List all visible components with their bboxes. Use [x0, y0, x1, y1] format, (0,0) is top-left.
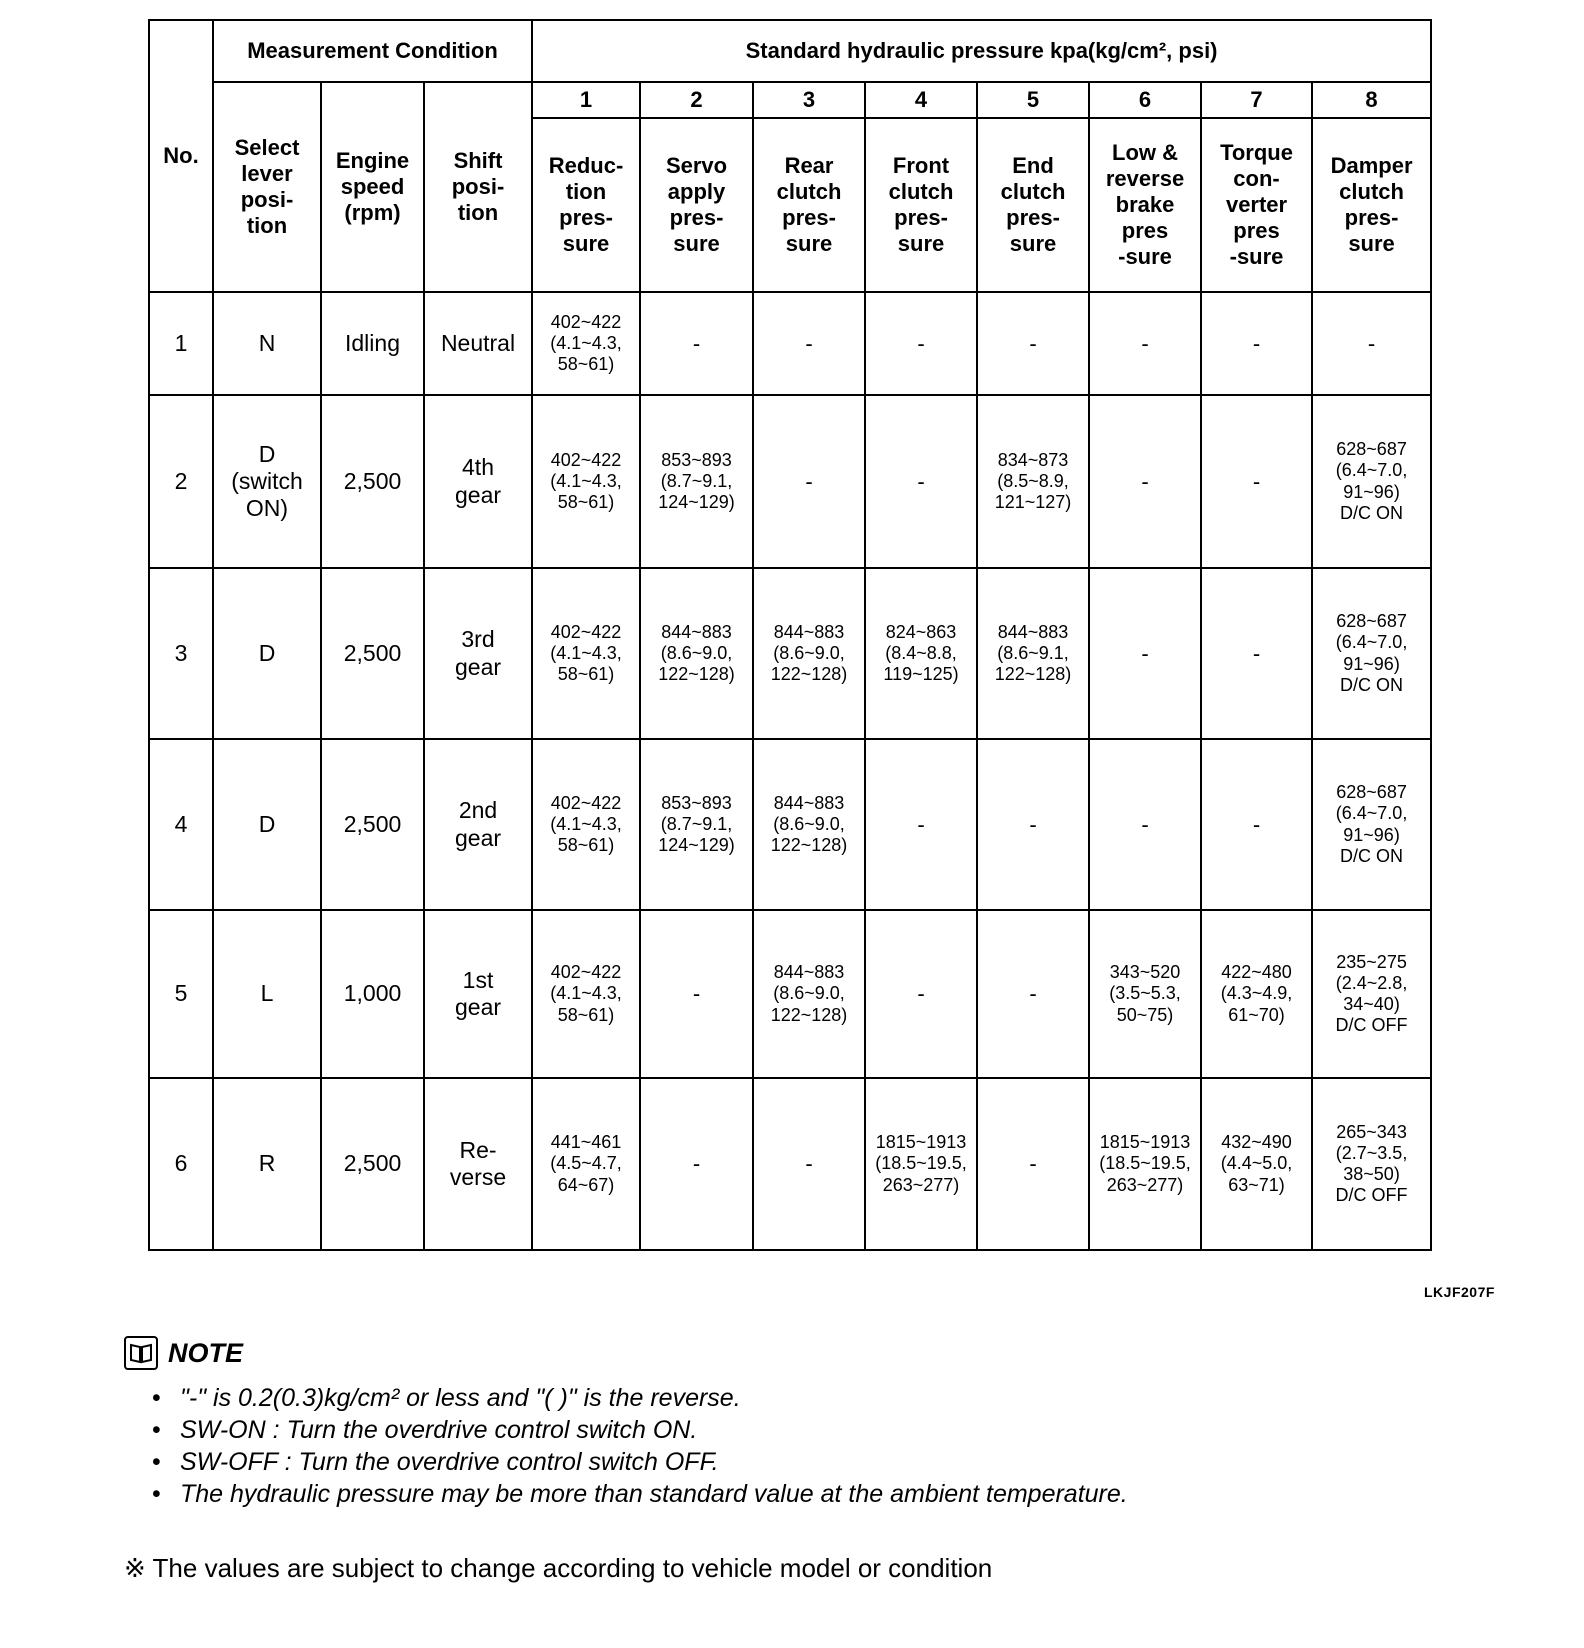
pressure-value: -	[865, 739, 977, 910]
header-rear-clutch-pressure: Rear clutch pres- sure	[753, 118, 865, 292]
engine-speed: 2,500	[321, 739, 424, 910]
pressure-value: -	[1089, 395, 1201, 568]
row-number: 3	[149, 568, 213, 739]
pressure-value: -	[640, 1078, 753, 1250]
header-col-number: 1	[532, 82, 640, 118]
pressure-value: 628~687 (6.4~7.0, 91~96) D/C ON	[1312, 568, 1431, 739]
table-row	[149, 739, 1431, 910]
pressure-value: 844~883 (8.6~9.1, 122~128)	[977, 568, 1089, 739]
pressure-value: 844~883 (8.6~9.0, 122~128)	[753, 910, 865, 1078]
table-row	[149, 395, 1431, 568]
pressure-value: 844~883 (8.6~9.0, 122~128)	[753, 568, 865, 739]
row-number: 6	[149, 1078, 213, 1250]
header-col-number: 8	[1312, 82, 1431, 118]
header-reduction-pressure: Reduc- tion pres- sure	[532, 118, 640, 292]
pressure-value: -	[1089, 292, 1201, 395]
note-block	[124, 1336, 1524, 1510]
pressure-value: -	[1201, 568, 1312, 739]
shift-position: 3rd gear	[424, 568, 532, 739]
pressure-value: 844~883 (8.6~9.0, 122~128)	[640, 568, 753, 739]
row-number: 5	[149, 910, 213, 1078]
header-servo-apply-pressure: Servo apply pres- sure	[640, 118, 753, 292]
header-front-clutch-pressure: Front clutch pres- sure	[865, 118, 977, 292]
pressure-value: -	[977, 1078, 1089, 1250]
pressure-value: -	[977, 739, 1089, 910]
figure-code: LKJF207F	[1424, 1284, 1495, 1300]
pressure-value: 265~343 (2.7~3.5, 38~50) D/C OFF	[1312, 1078, 1431, 1250]
note-title: NOTE	[168, 1337, 244, 1368]
book-icon	[124, 1336, 158, 1370]
header-damper-clutch-pressure: Damper clutch pres- sure	[1312, 118, 1431, 292]
shift-position: Re- verse	[424, 1078, 532, 1250]
pressure-value: 402~422 (4.1~4.3, 58~61)	[532, 395, 640, 568]
header-select-lever: Select lever posi- tion	[213, 82, 321, 292]
header-col-number: 3	[753, 82, 865, 118]
note-item: • "-" is 0.2(0.3)kg/cm² or less and "( )" is the reverse.	[152, 1382, 1524, 1414]
pressure-value: -	[753, 1078, 865, 1250]
shift-position: 2nd gear	[424, 739, 532, 910]
header-col-number: 6	[1089, 82, 1201, 118]
table-row	[149, 910, 1431, 1078]
pressure-value: -	[865, 292, 977, 395]
pressure-value: -	[1201, 292, 1312, 395]
note-heading	[124, 1336, 1524, 1370]
pressure-value: 235~275 (2.4~2.8, 34~40) D/C OFF	[1312, 910, 1431, 1078]
engine-speed: 1,000	[321, 910, 424, 1078]
header-measurement-condition: Measurement Condition	[213, 20, 532, 82]
table-row	[149, 292, 1431, 395]
pressure-value: -	[1312, 292, 1431, 395]
note-item: • SW-ON : Turn the overdrive control switch ON.	[152, 1414, 1524, 1446]
pressure-value: 1815~1913 (18.5~19.5, 263~277)	[1089, 1078, 1201, 1250]
pressure-value: 402~422 (4.1~4.3, 58~61)	[532, 292, 640, 395]
pressure-value: -	[977, 910, 1089, 1078]
row-number: 2	[149, 395, 213, 568]
header-end-clutch-pressure: End clutch pres- sure	[977, 118, 1089, 292]
table-row	[149, 1078, 1431, 1250]
table-row	[149, 568, 1431, 739]
select-lever-position: R	[213, 1078, 321, 1250]
engine-speed: 2,500	[321, 395, 424, 568]
footnote: ※ The values are subject to change according to vehicle model or condition	[124, 1553, 993, 1583]
note-list	[152, 1382, 1524, 1510]
header-standard-pressure: Standard hydraulic pressure kpa(kg/cm², psi)	[532, 20, 1431, 82]
header-col-number: 4	[865, 82, 977, 118]
pressure-value: 844~883 (8.6~9.0, 122~128)	[753, 739, 865, 910]
pressure-value: -	[1201, 739, 1312, 910]
pressure-value: -	[1089, 739, 1201, 910]
header-torque-converter-pressure: Torque con- verter pres -sure	[1201, 118, 1312, 292]
pressure-value: -	[640, 910, 753, 1078]
pressure-value: 441~461 (4.5~4.7, 64~67)	[532, 1078, 640, 1250]
pressure-value: -	[865, 910, 977, 1078]
pressure-value: -	[753, 395, 865, 568]
pressure-value: 853~893 (8.7~9.1, 124~129)	[640, 395, 753, 568]
header-col-number: 7	[1201, 82, 1312, 118]
pressure-value: 343~520 (3.5~5.3, 50~75)	[1089, 910, 1201, 1078]
engine-speed: Idling	[321, 292, 424, 395]
engine-speed: 2,500	[321, 568, 424, 739]
pressure-value: -	[1089, 568, 1201, 739]
pressure-value: 824~863 (8.4~8.8, 119~125)	[865, 568, 977, 739]
hydraulic-pressure-table	[148, 19, 1432, 1251]
select-lever-position: L	[213, 910, 321, 1078]
pressure-value: -	[640, 292, 753, 395]
engine-speed: 2,500	[321, 1078, 424, 1250]
select-lever-position: D	[213, 568, 321, 739]
shift-position: Neutral	[424, 292, 532, 395]
pressure-value: -	[1201, 395, 1312, 568]
shift-position: 4th gear	[424, 395, 532, 568]
select-lever-position: D	[213, 739, 321, 910]
pressure-value: -	[753, 292, 865, 395]
header-shift-position: Shift posi- tion	[424, 82, 532, 292]
pressure-value: 628~687 (6.4~7.0, 91~96) D/C ON	[1312, 395, 1431, 568]
header-engine-speed: Engine speed (rpm)	[321, 82, 424, 292]
shift-position: 1st gear	[424, 910, 532, 1078]
pressure-value: 402~422 (4.1~4.3, 58~61)	[532, 739, 640, 910]
pressure-value: 402~422 (4.1~4.3, 58~61)	[532, 910, 640, 1078]
header-low-reverse-brake-pressure: Low & reverse brake pres -sure	[1089, 118, 1201, 292]
row-number: 1	[149, 292, 213, 395]
pressure-value: 432~490 (4.4~5.0, 63~71)	[1201, 1078, 1312, 1250]
header-no: No.	[149, 20, 213, 292]
pressure-value: 628~687 (6.4~7.0, 91~96) D/C ON	[1312, 739, 1431, 910]
pressure-value: 834~873 (8.5~8.9, 121~127)	[977, 395, 1089, 568]
pressure-value: 1815~1913 (18.5~19.5, 263~277)	[865, 1078, 977, 1250]
note-item: • The hydraulic pressure may be more than standard value at the ambient temperature.	[152, 1478, 1524, 1510]
header-col-number: 5	[977, 82, 1089, 118]
row-number: 4	[149, 739, 213, 910]
pressure-value: 853~893 (8.7~9.1, 124~129)	[640, 739, 753, 910]
pressure-value: -	[865, 395, 977, 568]
header-col-number: 2	[640, 82, 753, 118]
select-lever-position: D (switch ON)	[213, 395, 321, 568]
pressure-value: 422~480 (4.3~4.9, 61~70)	[1201, 910, 1312, 1078]
pressure-value: -	[977, 292, 1089, 395]
note-item: • SW-OFF : Turn the overdrive control switch OFF.	[152, 1446, 1524, 1478]
select-lever-position: N	[213, 292, 321, 395]
pressure-value: 402~422 (4.1~4.3, 58~61)	[532, 568, 640, 739]
